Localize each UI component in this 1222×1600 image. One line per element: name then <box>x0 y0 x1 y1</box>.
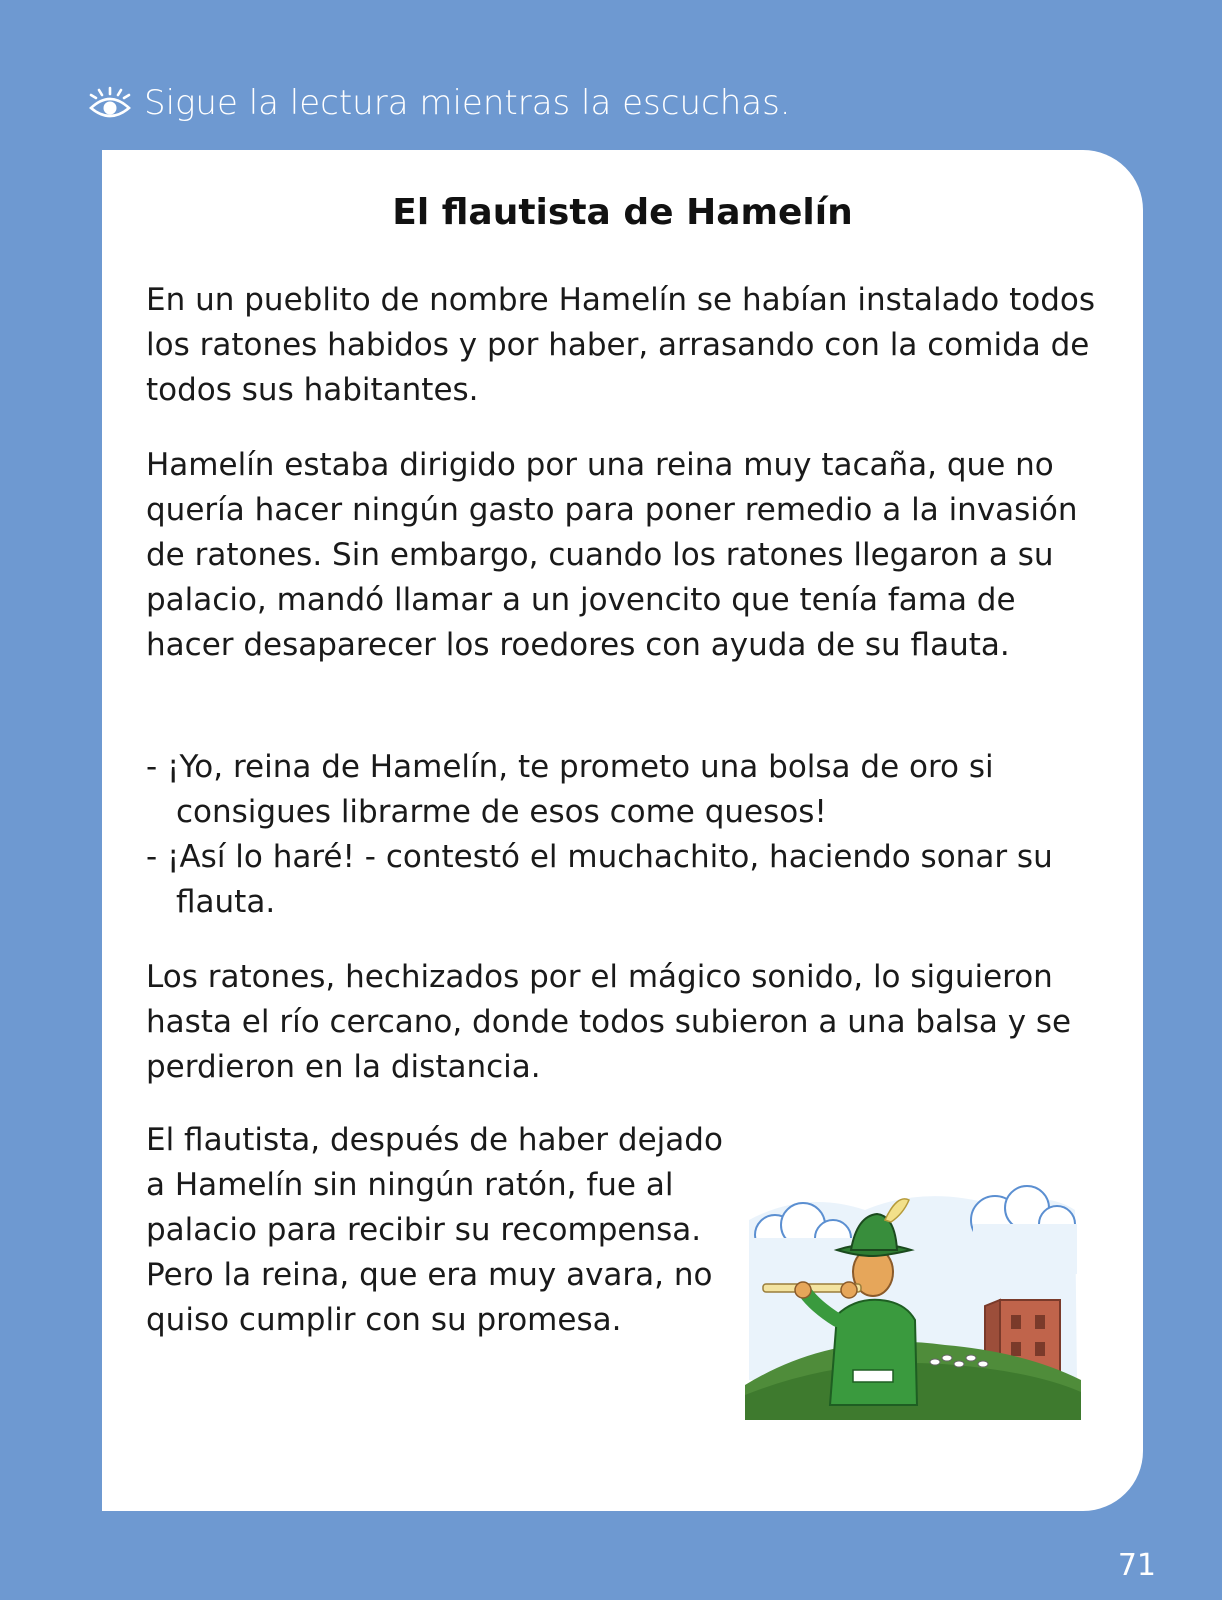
flautist-illustration <box>745 1180 1081 1420</box>
instruction-text: Sigue la lectura mientras la escuchas. <box>144 83 791 123</box>
instruction-banner <box>88 78 791 128</box>
dialog-line-queen: - ¡Yo, reina de Hamelín, te prometo una bolsa de oro si consigues librarme de esos come quesos! <box>146 749 994 830</box>
paragraph-4: El flautista, después de haber dejado a Hamelín sin ningún ratón, fue al palacio para recibir su recompensa. Pero la reina, que era muy avara, no quiso cumplir con su promesa. <box>146 1122 723 1338</box>
story-title: El flautista de Hamelín <box>392 192 853 233</box>
dialog-line-piper: - ¡Así lo haré! - contestó el muchachito, haciendo sonar su flauta. <box>146 839 1053 920</box>
paragraph-1: En un pueblito de nombre Hamelín se habían instalado todos los ratones habidos y por haber, arrasando con la comida de todos sus habitantes. <box>146 282 1095 408</box>
dialog-block <box>146 745 1106 925</box>
page-number: 71 <box>1117 1548 1156 1583</box>
paragraph-2: Hamelín estaba dirigido por una reina muy tacaña, que no quería hacer ningún gasto para poner remedio a la invasión de ratones. Sin embargo, cuando los ratones llegaron a su palacio, mandó llamar a un jovencito que tenía fama de hacer desaparecer los roedores con ayuda de su flauta. <box>146 447 1078 663</box>
story-card <box>102 150 1143 1511</box>
eye-icon <box>88 86 132 120</box>
paragraph-3: Los ratones, hechizados por el mágico sonido, lo siguieron hasta el río cercano, donde todos subieron a una balsa y se perdieron en la distancia. <box>146 959 1072 1085</box>
